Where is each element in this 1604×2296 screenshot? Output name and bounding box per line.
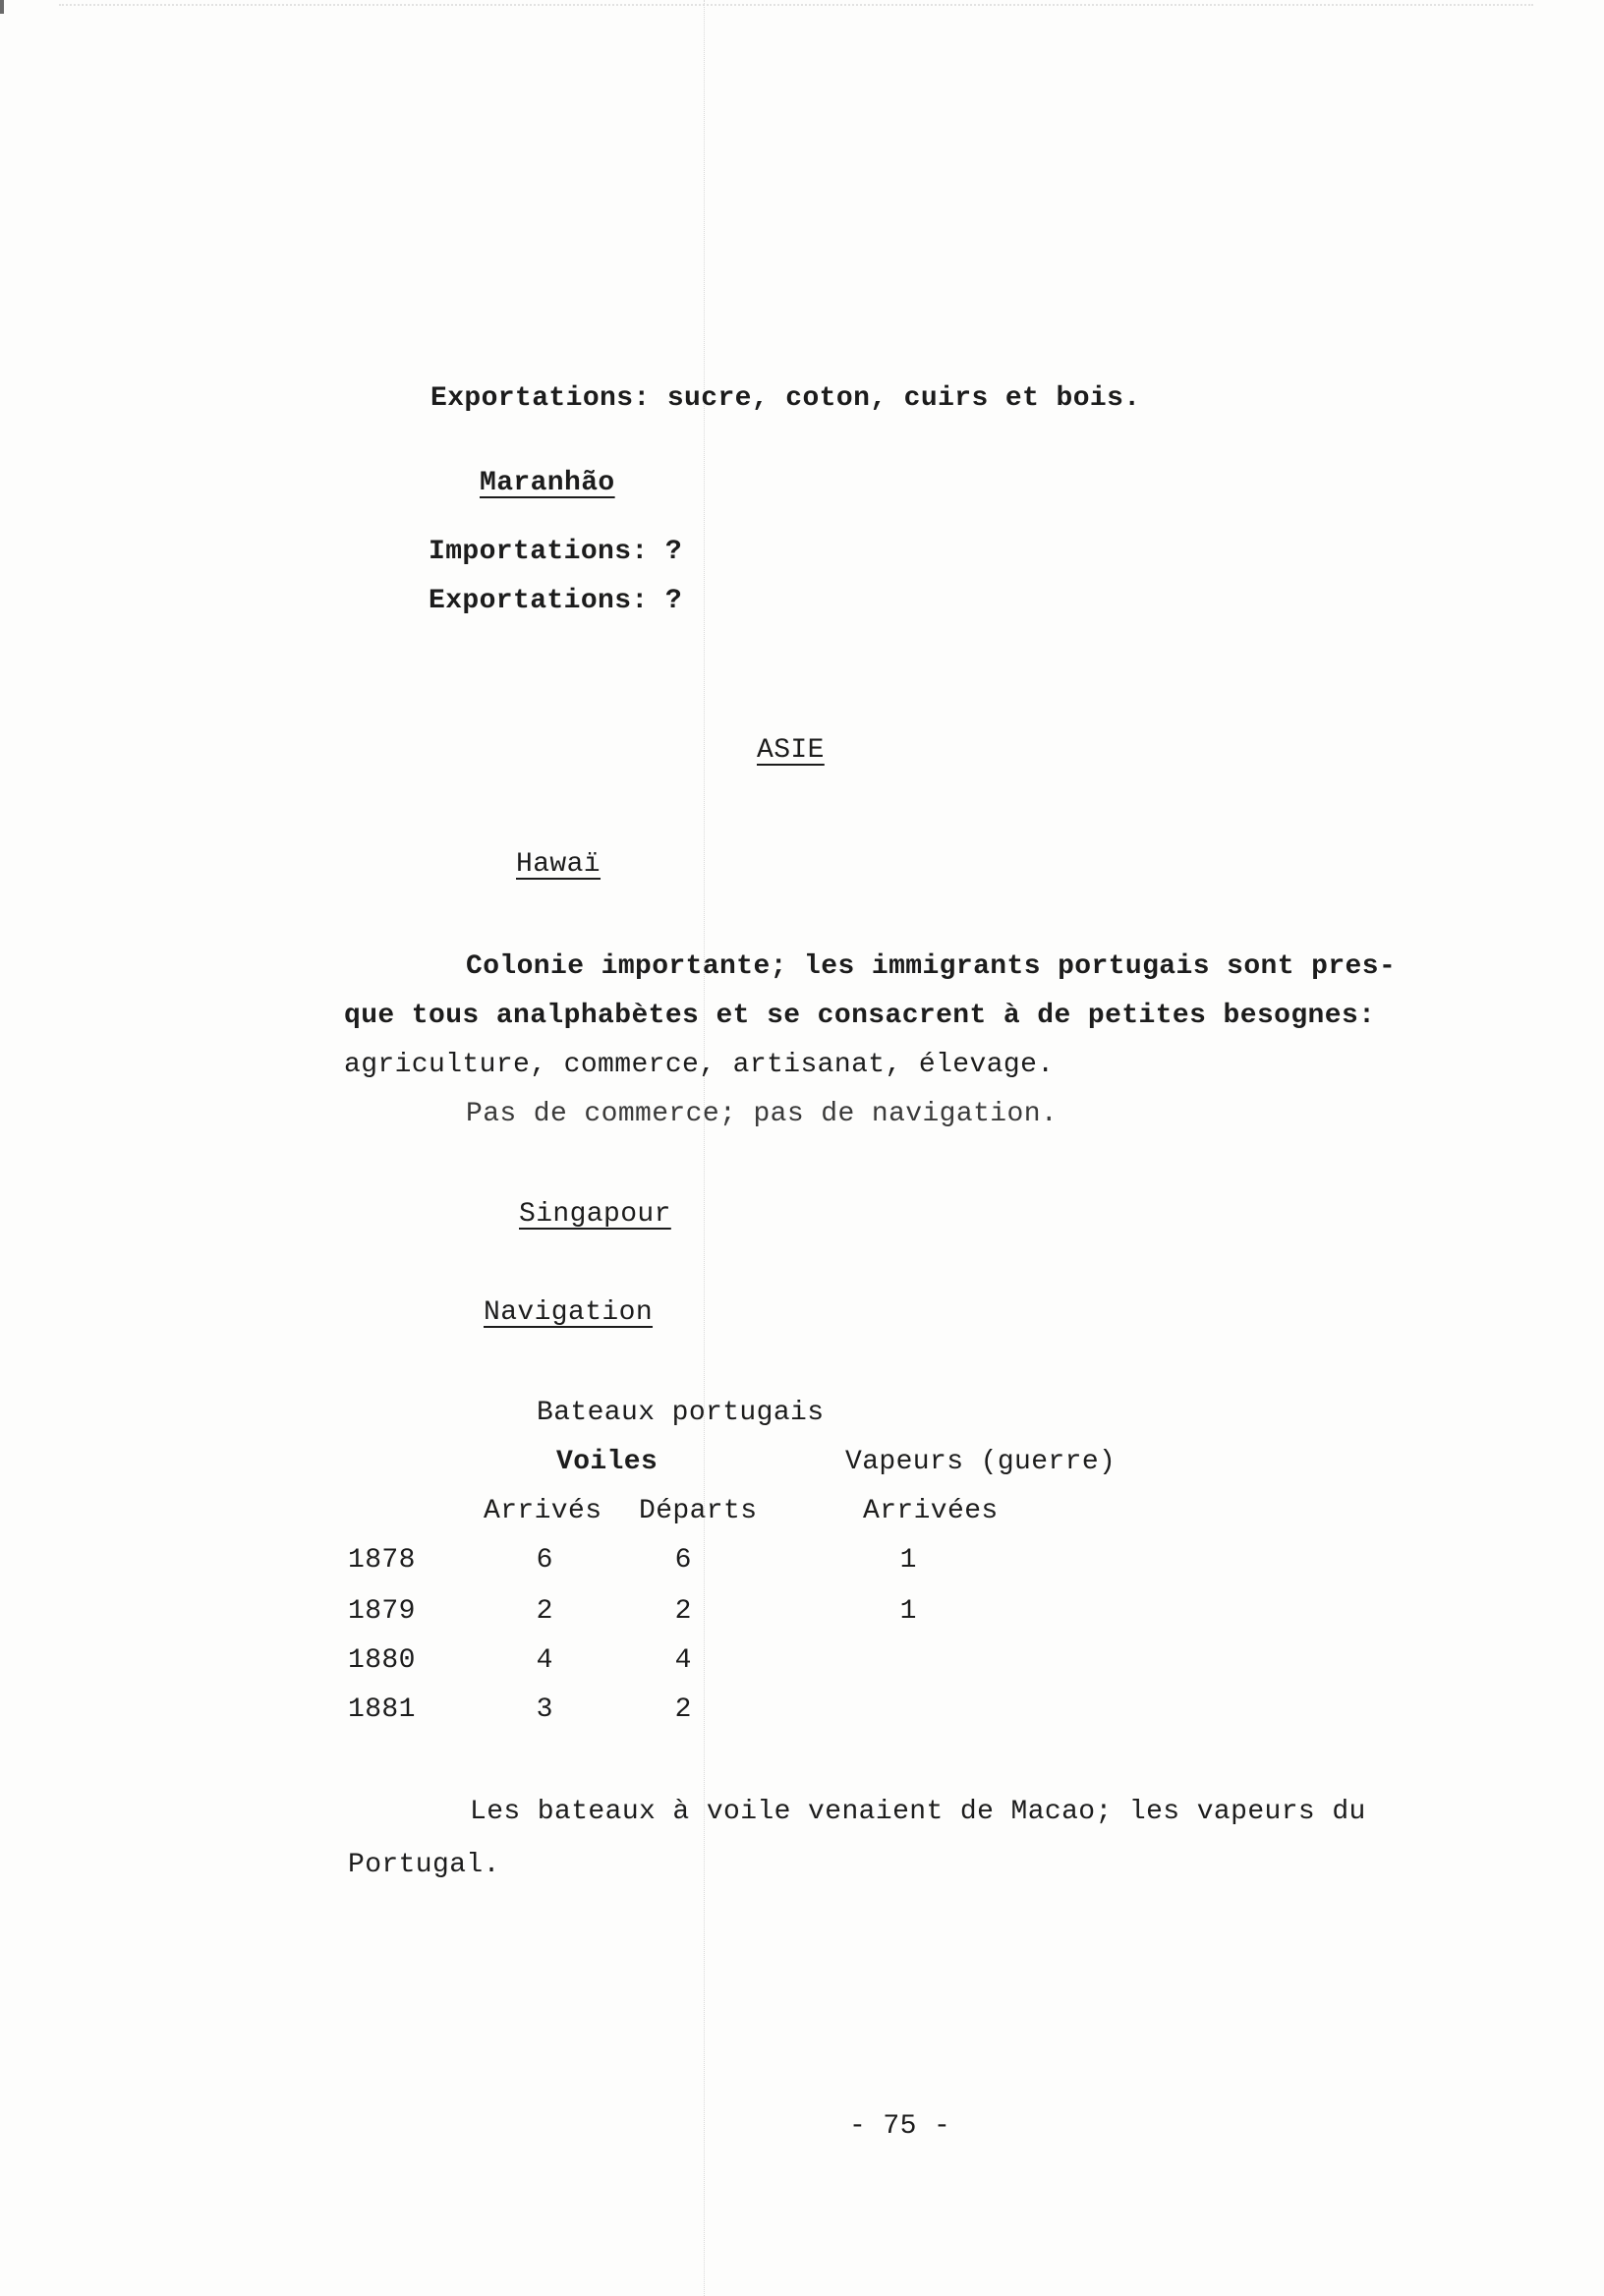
navigation-heading: Navigation xyxy=(484,1297,654,1328)
hawai-paragraph-line-2: que tous analphabètes et se consacrent à de petites besognes: xyxy=(344,1001,1376,1031)
table-cell-vapeurs-arrivees: 1 xyxy=(899,1545,917,1576)
scan-edge-mark xyxy=(0,0,4,14)
table-col-departs: Départs xyxy=(639,1496,758,1526)
table-cell-voiles-arrives: 4 xyxy=(536,1645,553,1676)
table-cell-year: 1880 xyxy=(348,1645,416,1676)
table-col-arrivees: Arrivées xyxy=(863,1496,999,1526)
table-group-voiles: Voiles xyxy=(556,1447,659,1477)
table-cell-voiles-arrives: 3 xyxy=(536,1694,553,1725)
table-cell-year: 1878 xyxy=(348,1545,416,1576)
asie-heading: ASIE xyxy=(757,735,825,766)
table-col-arrives: Arrivés xyxy=(484,1496,602,1526)
exportations-intro-line: Exportations: sucre, coton, cuirs et bois. xyxy=(430,383,1141,414)
scan-streak xyxy=(59,4,1533,6)
table-title: Bateaux portugais xyxy=(537,1398,825,1428)
table-cell-voiles-departs: 6 xyxy=(674,1545,692,1576)
maranhao-exportations-line: Exportations: ? xyxy=(429,586,683,616)
closing-paragraph-line-1: Les bateaux à voile venaient de Macao; les vapeurs du xyxy=(470,1797,1366,1827)
table-cell-voiles-arrives: 2 xyxy=(536,1596,553,1627)
table-group-vapeurs: Vapeurs (guerre) xyxy=(845,1447,1117,1477)
singapour-heading: Singapour xyxy=(519,1199,671,1230)
table-cell-year: 1879 xyxy=(348,1596,416,1627)
hawai-paragraph-line-3: agriculture, commerce, artisanat, élevage. xyxy=(344,1050,1055,1080)
table-cell-voiles-arrives: 6 xyxy=(536,1545,553,1576)
hawai-paragraph-line-1: Colonie importante; les immigrants portugais sont pres- xyxy=(466,951,1397,982)
table-cell-voiles-departs: 4 xyxy=(674,1645,692,1676)
table-cell-voiles-departs: 2 xyxy=(674,1694,692,1725)
maranhao-heading: Maranhão xyxy=(480,468,615,498)
closing-paragraph-line-2: Portugal. xyxy=(348,1850,500,1880)
hawai-paragraph-line-4: Pas de commerce; pas de navigation. xyxy=(466,1099,1059,1129)
table-cell-voiles-departs: 2 xyxy=(674,1596,692,1627)
table-cell-vapeurs-arrivees: 1 xyxy=(899,1596,917,1627)
table-cell-year: 1881 xyxy=(348,1694,416,1725)
page-number: - 75 - xyxy=(849,2111,951,2142)
hawai-heading: Hawaï xyxy=(516,849,602,880)
maranhao-importations-line: Importations: ? xyxy=(429,537,683,567)
page-fold-line xyxy=(704,0,705,2296)
